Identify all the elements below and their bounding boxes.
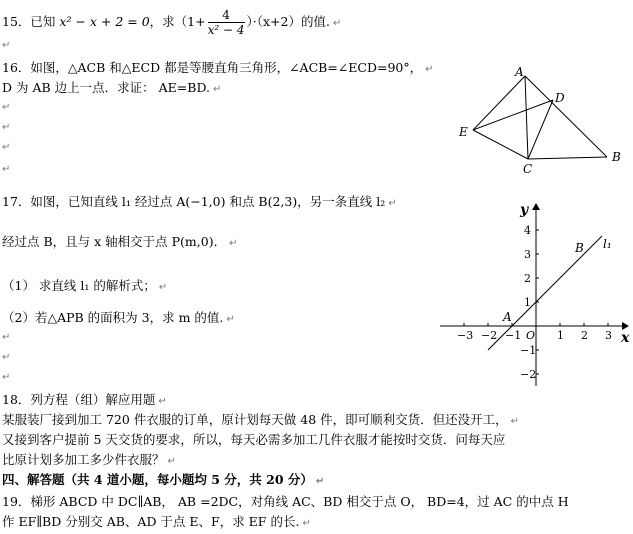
q17-part-1-text: （1） 求直线 l₁ 的解析式； xyxy=(2,278,156,293)
paragraph-mark-icon: ↵ xyxy=(158,396,167,407)
section-4-heading xyxy=(2,472,324,490)
paragraph-mark-icon: ↵ xyxy=(229,238,238,249)
segment-AE xyxy=(473,76,525,130)
label-C: C xyxy=(523,162,533,176)
q18-text-1: 某服装厂接到加工 720 件衣服的订单，原计划每天做 48 件，即可顺利交货．但还没开工， xyxy=(2,412,508,427)
segment-ED xyxy=(473,100,553,130)
paragraph-mark-icon: ↵ xyxy=(510,416,520,427)
q17-part-1 xyxy=(2,278,167,296)
paragraph-mark-icon: ↵ xyxy=(167,456,176,467)
q15-fraction-numerator: 4 xyxy=(208,8,245,23)
x-axis-label: x xyxy=(621,330,630,346)
y-tick-label: −1 xyxy=(520,344,537,357)
paragraph-mark-icon: ↵ xyxy=(2,40,11,51)
q15-fraction-denominator: x² − 4 xyxy=(207,23,245,37)
y-tick-label: 2 xyxy=(524,272,531,285)
q17-line-2 xyxy=(2,234,237,252)
x-tick-label: 2 xyxy=(581,329,588,342)
paragraph-mark-icon: ↵ xyxy=(2,332,11,343)
q15-suffix: ）·（x+2）的值. xyxy=(246,14,330,29)
q18-line-1 xyxy=(2,412,519,430)
q18-title xyxy=(2,392,167,410)
q15-fraction xyxy=(208,8,245,37)
q18-text-3: 比原计划多加工多少件衣服？ xyxy=(2,452,165,467)
segment-AC xyxy=(525,76,528,159)
segment-CB xyxy=(528,157,607,159)
paragraph-mark-icon: ↵ xyxy=(226,314,235,325)
coordinate-figure xyxy=(436,196,633,396)
paragraph-mark-icon: ↵ xyxy=(158,282,168,293)
origin-label: O xyxy=(526,329,536,342)
q18-text-2: 又接到客户提前 5 天交货的要求，所以，每天必需多加工几件衣服才能按时交货．问每天应 xyxy=(2,432,506,447)
triangle-figure xyxy=(455,62,630,177)
y-axis-label: y xyxy=(520,202,529,218)
q19-text-1: 19．梯形 ABCD 中 DC∥AB， AB =2DC，对角线 AC、BD 相交于点 O， BD=4，过 AC 的中点 H xyxy=(2,494,569,509)
section-4-title: 四、解答题（共 4 道小题，每小题均 5 分，共 20 分） xyxy=(2,472,313,487)
q16-text-2: D 为 AB 边上一点．求证： AE=BD. xyxy=(2,80,210,95)
paragraph-mark-icon: ↵ xyxy=(2,122,11,133)
paragraph-mark-icon: ↵ xyxy=(302,518,311,529)
paragraph-mark-icon: ↵ xyxy=(425,64,434,75)
paragraph-mark-icon: ↵ xyxy=(213,84,222,95)
label-A: A xyxy=(515,65,524,79)
segment-DC xyxy=(528,100,553,159)
q18-line-2 xyxy=(2,432,505,448)
point-B-label: B xyxy=(575,241,584,255)
q16-line-1 xyxy=(2,60,434,78)
q19-text-2: 作 EF∥BD 分别交 AB、AD 于点 E、F，求 EF 的长. xyxy=(2,514,300,529)
q15-ask: ，求（1+ xyxy=(149,14,206,29)
q16-text-1: 16．如图，△ACB 和△ECD 都是等腰直角三角形，∠ACB=∠ECD=90°， xyxy=(2,60,423,75)
q19-line-1 xyxy=(2,494,569,510)
y-tick-label: 1 xyxy=(524,296,531,309)
q16-line-2 xyxy=(2,80,221,98)
q19-line-2 xyxy=(2,514,311,532)
label-D: D xyxy=(555,91,565,105)
label-E: E xyxy=(459,125,468,139)
paragraph-mark-icon: ↵ xyxy=(315,476,325,487)
q17-line-1 xyxy=(2,194,397,212)
q15-line xyxy=(2,8,341,37)
segment-EC xyxy=(473,130,528,159)
x-tick-label: −1 xyxy=(505,329,522,342)
q15-prefix: 15．已知 xyxy=(2,14,60,29)
q17-text-1: 17．如图，已知直线 l₁ 经过点 A(−1,0) 和点 B(2,3)，另一条直线 l₂ xyxy=(2,194,386,209)
q18-line-3 xyxy=(2,452,176,470)
q17-part-2 xyxy=(2,310,235,328)
q18-title-text: 18．列方程（组）解应用题 xyxy=(2,392,156,407)
x-tick-label: 1 xyxy=(557,329,564,342)
q17-text-2: 经过点 B，且与 x 轴相交于点 P(m,0)． xyxy=(2,234,227,249)
label-B: B xyxy=(612,150,621,164)
q15-equation: x² − x + 2 = 0 xyxy=(59,14,150,29)
x-tick-label: −2 xyxy=(481,329,498,342)
paragraph-mark-icon: ↵ xyxy=(2,372,11,383)
x-tick-label: 3 xyxy=(605,329,612,342)
paragraph-mark-icon: ↵ xyxy=(2,164,11,175)
paragraph-mark-icon: ↵ xyxy=(2,352,11,363)
paragraph-mark-icon: ↵ xyxy=(388,198,397,209)
paragraph-mark-icon: ↵ xyxy=(332,18,342,29)
point-A-label: A xyxy=(503,310,512,324)
y-tick-label: −2 xyxy=(520,368,537,381)
paragraph-mark-icon: ↵ xyxy=(2,102,11,113)
y-tick-label: 3 xyxy=(524,248,531,261)
segment-AB xyxy=(525,76,607,157)
q17-part-2-text: （2）若△APB 的面积为 3，求 m 的值. xyxy=(2,310,224,325)
y-tick-label: 4 xyxy=(524,224,531,237)
x-tick-label: −3 xyxy=(457,329,474,342)
paragraph-mark-icon: ↵ xyxy=(2,142,11,153)
line-l1-label: l₁ xyxy=(603,237,612,251)
